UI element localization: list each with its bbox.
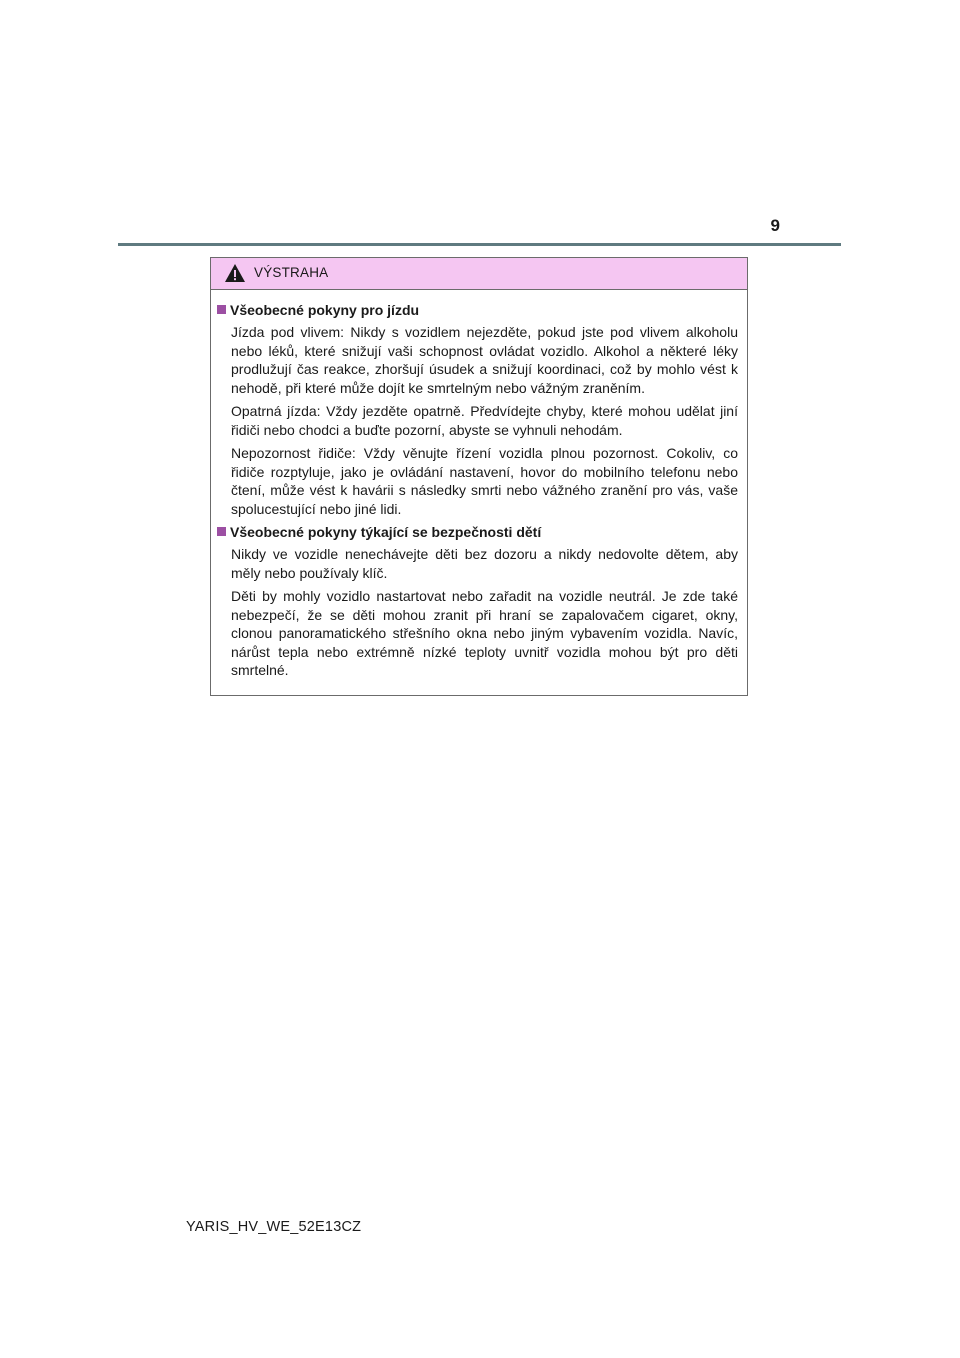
section-heading-text: Všeobecné pokyny týkající se bezpečnosti dětí [230, 524, 542, 540]
section-heading [217, 523, 738, 541]
paragraph: Jízda pod vlivem: Nikdy s vozidlem nejezděte, pokud jste pod vlivem alkoholu nebo léků, které snižují vaši schopnost ovládat vozidlo. Alkohol a některé léky prodlužují čas reakce, zhoršují úsudek a snižují koordinaci, což by mohlo vést k nehodě, při které může dojít ke smrtelným nebo vážným zraněním. [231, 324, 738, 396]
warning-body [211, 290, 747, 680]
section-heading-text: Všeobecné pokyny pro jízdu [230, 302, 420, 318]
paragraph: Děti by mohly vozidlo nastartovat nebo zařadit na vozidle neutrál. Je zde také nebezpečí, že se děti mohou zranit při hraní se zapalovačem cigaret, okny, clonou panoramatického střešního okna nebo jiným vybavením vozidla. Navíc, nárůst tepla nebo extrémně nízké teploty uvnitř vozidla mohou být pro děti smrtelné. [231, 588, 738, 678]
page-number: 9 [770, 216, 780, 235]
section-driving [217, 301, 738, 518]
warning-box [210, 257, 748, 696]
bullet-square-icon [217, 305, 226, 314]
section-child-safety [217, 523, 738, 680]
warning-triangle-icon [224, 263, 246, 283]
warning-header [211, 258, 747, 290]
paragraph: Nepozornost řidiče: Vždy věnujte řízení vozidla plnou pozornost. Cokoliv, co řidiče rozptyluje, jako je ovládání nastavení, hovor do mobilního telefonu nebo čtení, může vést k havárii s následky smrti nebo vážného zranění pro vás, vaše spolucestující nebo jiné lidi. [231, 445, 738, 517]
header-rule [118, 243, 841, 246]
document-code: YARIS_HV_WE_52E13CZ [186, 1219, 362, 1235]
section-heading [217, 301, 738, 319]
warning-title: VÝSTRAHA [254, 265, 329, 280]
bullet-square-icon [217, 527, 226, 536]
paragraph: Nikdy ve vozidle nenechávejte děti bez dozoru a nikdy nedovolte dětem, aby měly nebo používaly klíč. [231, 546, 738, 581]
paragraph: Opatrná jízda: Vždy jezděte opatrně. Předvídejte chyby, které mohou udělat jiní řidiči nebo chodci a buďte pozorní, abyste se vyhnuli nehodám. [231, 403, 738, 438]
